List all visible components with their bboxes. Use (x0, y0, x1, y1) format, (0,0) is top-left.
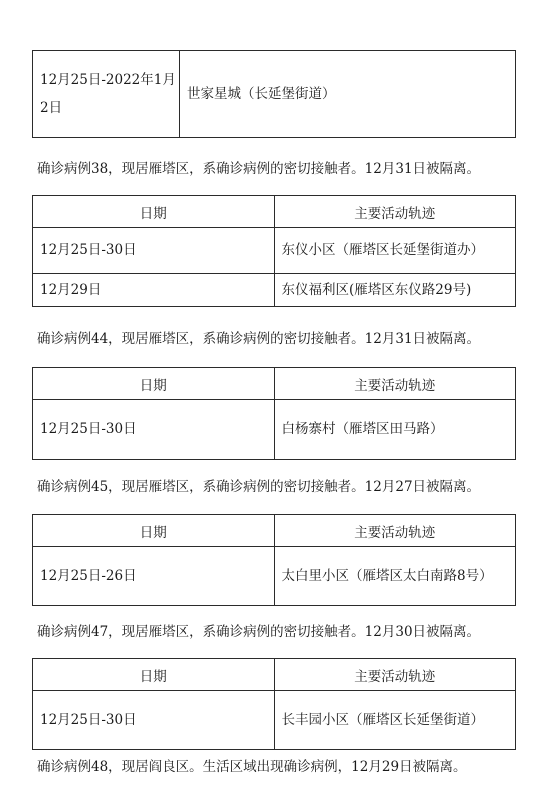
table-header-row (33, 368, 516, 400)
date-cell: 12月25日-30日 (33, 691, 275, 750)
table-row (33, 547, 516, 606)
table-row (33, 400, 516, 460)
track-table-case-38 (32, 195, 516, 307)
track-table-continued (32, 50, 516, 138)
place-cell: 长丰园小区（雁塔区长延堡街道） (274, 691, 516, 750)
table-header-row (33, 196, 516, 228)
case-48-paragraph: 确诊病例48，现居阎良区。生活区域出现确诊病例，12月29日被隔离。 (37, 759, 467, 775)
date-cell: 12月25日-26日 (33, 547, 275, 606)
date-header: 日期 (33, 515, 275, 547)
track-table-case-47 (32, 658, 516, 750)
place-cell: 东仪小区（雁塔区长延堡街道办） (274, 228, 516, 274)
date-header: 日期 (33, 368, 275, 400)
date-cell: 12月25日-30日 (33, 228, 275, 274)
place-cell: 白杨寨村（雁塔区田马路） (274, 400, 516, 460)
case-45-paragraph: 确诊病例45，现居雁塔区，系确诊病例的密切接触者。12月27日被隔离。 (37, 479, 481, 495)
track-header: 主要活动轨迹 (274, 515, 516, 547)
table-row (33, 228, 516, 274)
place-cell: 太白里小区（雁塔区太白南路8号） (274, 547, 516, 606)
track-header: 主要活动轨迹 (274, 196, 516, 228)
track-header: 主要活动轨迹 (274, 368, 516, 400)
track-table-case-44 (32, 367, 516, 460)
case-38-paragraph: 确诊病例38，现居雁塔区，系确诊病例的密切接触者。12月31日被隔离。 (37, 161, 481, 177)
case-44-paragraph: 确诊病例44，现居雁塔区，系确诊病例的密切接触者。12月31日被隔离。 (37, 331, 481, 347)
table-row (33, 691, 516, 750)
place-cell: 东仪福利区(雁塔区东仪路29号) (274, 274, 516, 307)
track-header: 主要活动轨迹 (274, 659, 516, 691)
table-row (33, 274, 516, 307)
date-header: 日期 (33, 196, 275, 228)
date-header: 日期 (33, 659, 275, 691)
track-table-case-45 (32, 514, 516, 606)
table-header-row (33, 515, 516, 547)
case-47-paragraph: 确诊病例47，现居雁塔区，系确诊病例的密切接触者。12月30日被隔离。 (37, 624, 481, 640)
date-cell: 12月29日 (33, 274, 275, 307)
date-cell: 12月25日-2022年1月2日 (33, 51, 180, 138)
table-header-row (33, 659, 516, 691)
place-cell: 世家星城（长延堡街道） (180, 51, 516, 138)
table-row (33, 51, 516, 138)
date-cell: 12月25日-30日 (33, 400, 275, 460)
